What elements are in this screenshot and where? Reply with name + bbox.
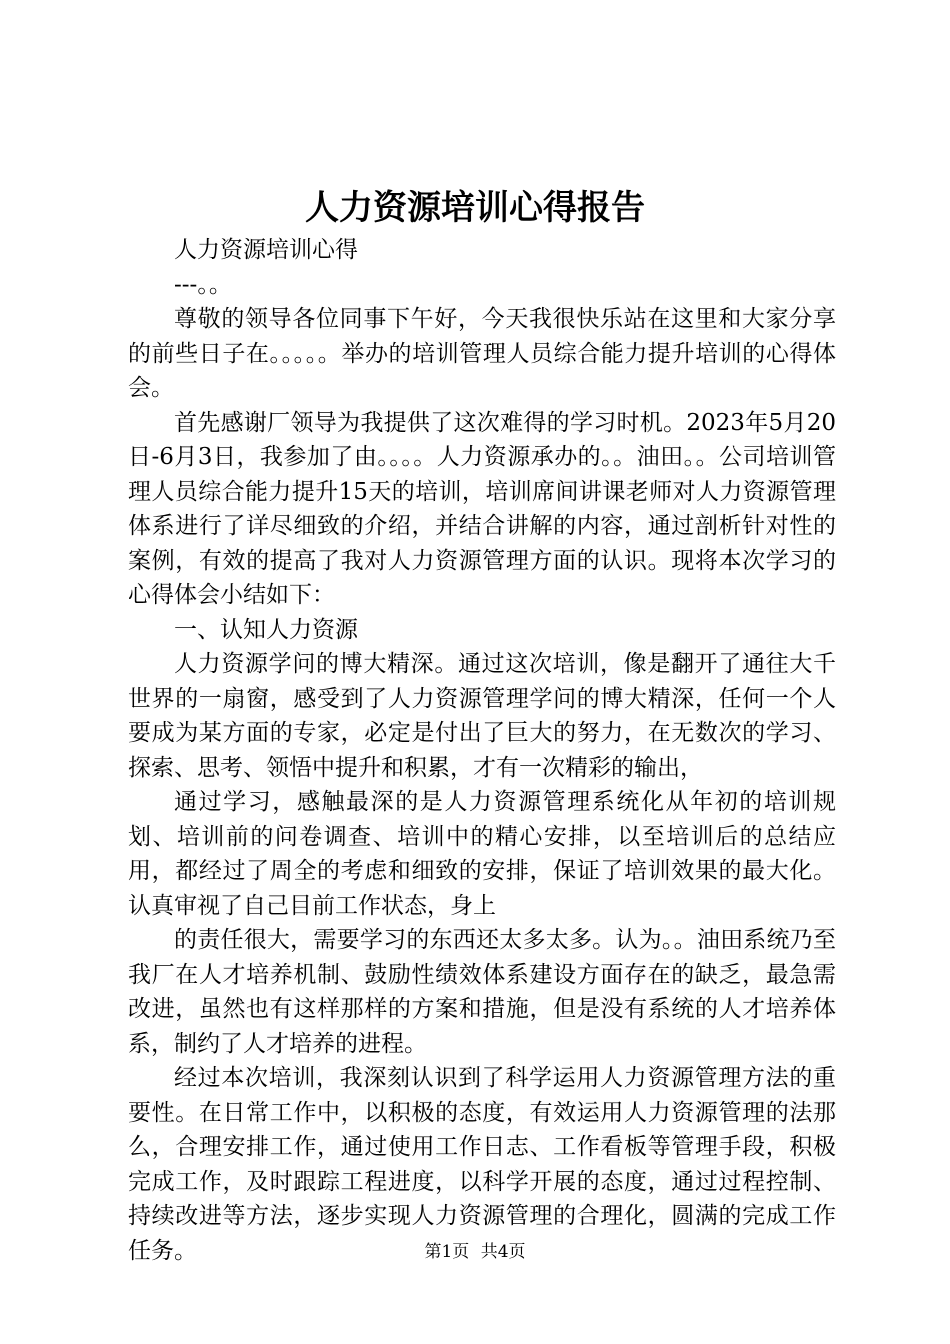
page-footer xyxy=(0,1240,950,1264)
paragraph-thanks: 首先感谢厂领导为我提供了这次难得的学习时机。2023年5月20日-6月3日，我参加了由。。。。人力资源承办的。。油田。。公司培训管理人员综合能力提升15天的培训，培训席间讲课老师对人力资源管理体系进行了详尽细致的介绍，并结合讲解的内容，通过剖析针对性的案例，有效的提高了我对人力资源管理方面的认识。现将本次学习的心得体会小结如下： xyxy=(128,409,836,608)
paragraph-conclusion: 经过本次培训，我深刻认识到了科学运用人力资源管理方法的重要性。在日常工作中，以积极的态度，有效运用人力资源管理的法那么，合理安排工作，通过使用工作日志、工作看板等管理手段，积极完成工作，及时跟踪工程进度，以科学开展的态度，通过过程控制、持续改进等方法，逐步实现人力资源管理的合理化，圆满的完成工作任务。 xyxy=(128,1065,836,1264)
paragraph-learning: 通过学习，感触最深的是人力资源管理系统化从年初的培训规划、培训前的问卷调查、培训中的精心安排，以至培训后的总结应用，都经过了周全的考虑和细致的安排，保证了培训效果的最大化。认真审视了自己目前工作状态，身上 xyxy=(128,789,836,919)
paragraph-subtitle: 人力资源培训心得 xyxy=(174,237,358,263)
paragraph-separator: ---。。 xyxy=(174,271,232,298)
paragraph-responsibility: 的责任很大，需要学习的东西还太多太多。认为。。油田系统乃至我厂在人才培养机制、鼓励性绩效体系建设方面存在的缺乏，最急需改进，虽然也有这样那样的方案和措施，但是没有系统的人才培养体系，制约了人才培养的进程。 xyxy=(128,927,836,1057)
paragraph-greeting: 尊敬的领导各位同事下午好，今天我很快乐站在这里和大家分享的前些日子在。。。。。举办的培训管理人员综合能力提升培训的心得体会。 xyxy=(128,306,836,401)
page-title: 人力资源培训心得报告 xyxy=(305,188,645,228)
page-number: 第1页 xyxy=(424,1242,470,1262)
paragraph-knowledge: 人力资源学问的博大精深。通过这次培训，像是翻开了通往大千世界的一扇窗，感受到了人力资源管理学问的博大精深，任何一个人要成为某方面的专家，必定是付出了巨大的努力，在无数次的学习、探索、思考、领悟中提升和积累，才有一次精彩的输出， xyxy=(128,651,836,781)
document-body xyxy=(128,233,836,1268)
page-total: 共4页 xyxy=(480,1242,526,1262)
section-heading: 一、认知人力资源 xyxy=(174,616,358,643)
